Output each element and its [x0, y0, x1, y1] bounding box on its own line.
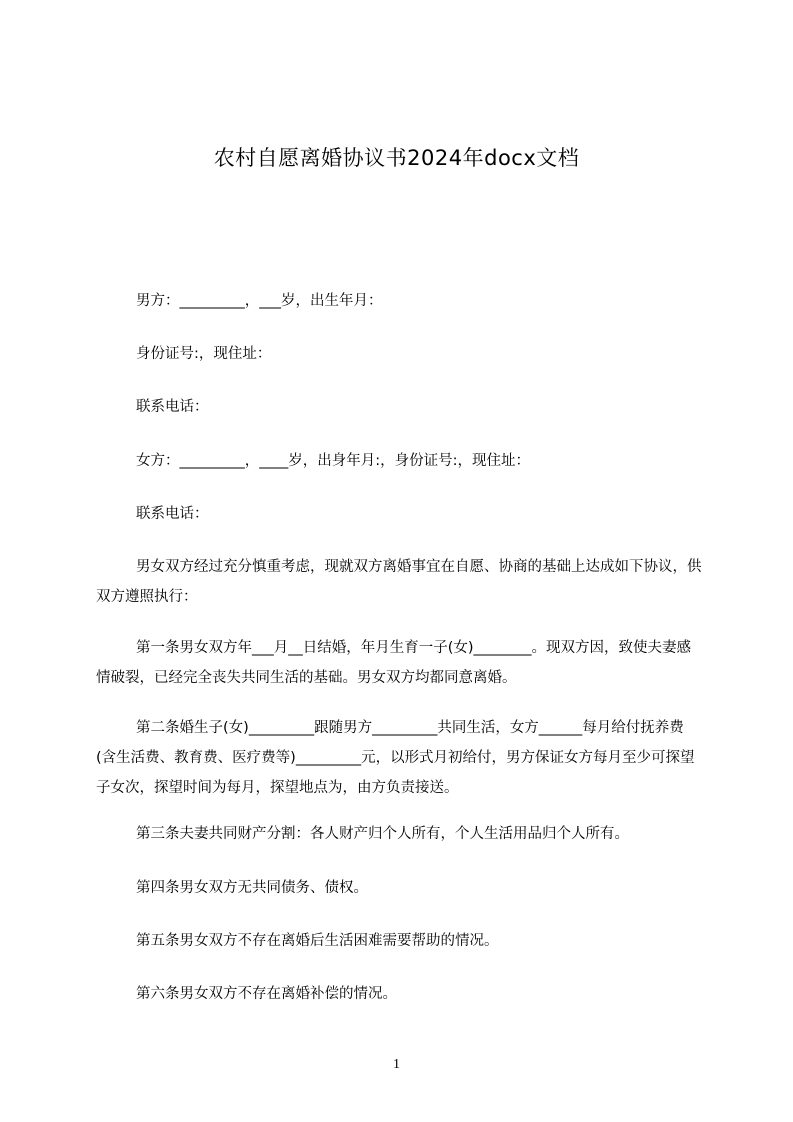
- paragraph-article-4: 第四条男女双方无共同债务、债权。: [136, 880, 368, 896]
- document-title: 农村自愿离婚协议书2024年docx文档: [213, 146, 580, 170]
- paragraph-article-5: 第五条男女双方不存在离婚后生活困难需要帮助的情况。: [136, 933, 499, 949]
- paragraph-article-1: 第一条男女双方年___月__日结婚，年月生育一子(女)________。现双方因，致使夫妻感情破裂，已经完全丧失共同生活的基础。男女双方均都同意离婚。: [96, 640, 692, 686]
- paragraph-male-id: 身份证号:，现住址：: [136, 346, 272, 362]
- paragraph-female-party: 女方：_________，____岁，出身年月:，身份证号:，现住址：: [136, 453, 531, 469]
- paragraph-preamble: 男女双方经过充分慎重考虑，现就双方离婚事宜在自愿、协商的基础上达成如下协议，供双方遵照执行：: [96, 559, 702, 605]
- paragraph-article-3: 第三条夫妻共同财产分割：各人财产归个人所有，个人生活用品归个人所有。: [136, 826, 629, 842]
- paragraph-article-6: 第六条男女双方不存在离婚补偿的情况。: [136, 986, 397, 1002]
- paragraph-male-phone: 联系电话：: [136, 399, 209, 415]
- paragraph-female-phone: 联系电话：: [136, 506, 209, 522]
- paragraph-article-2: 第二条婚生子(女)_________跟随男方_________共同生活，女方______每月给付抚养费(含生活费、教育费、医疗费等)_________元，以形式月初给付，男方保证女方每月至少可探望子女次，探望时间为每月，探望地点为，由方负责接送。: [96, 720, 695, 796]
- paragraph-male-party: 男方：_________，___岁，出生年月：: [136, 293, 383, 309]
- page-number: 1: [393, 1057, 400, 1072]
